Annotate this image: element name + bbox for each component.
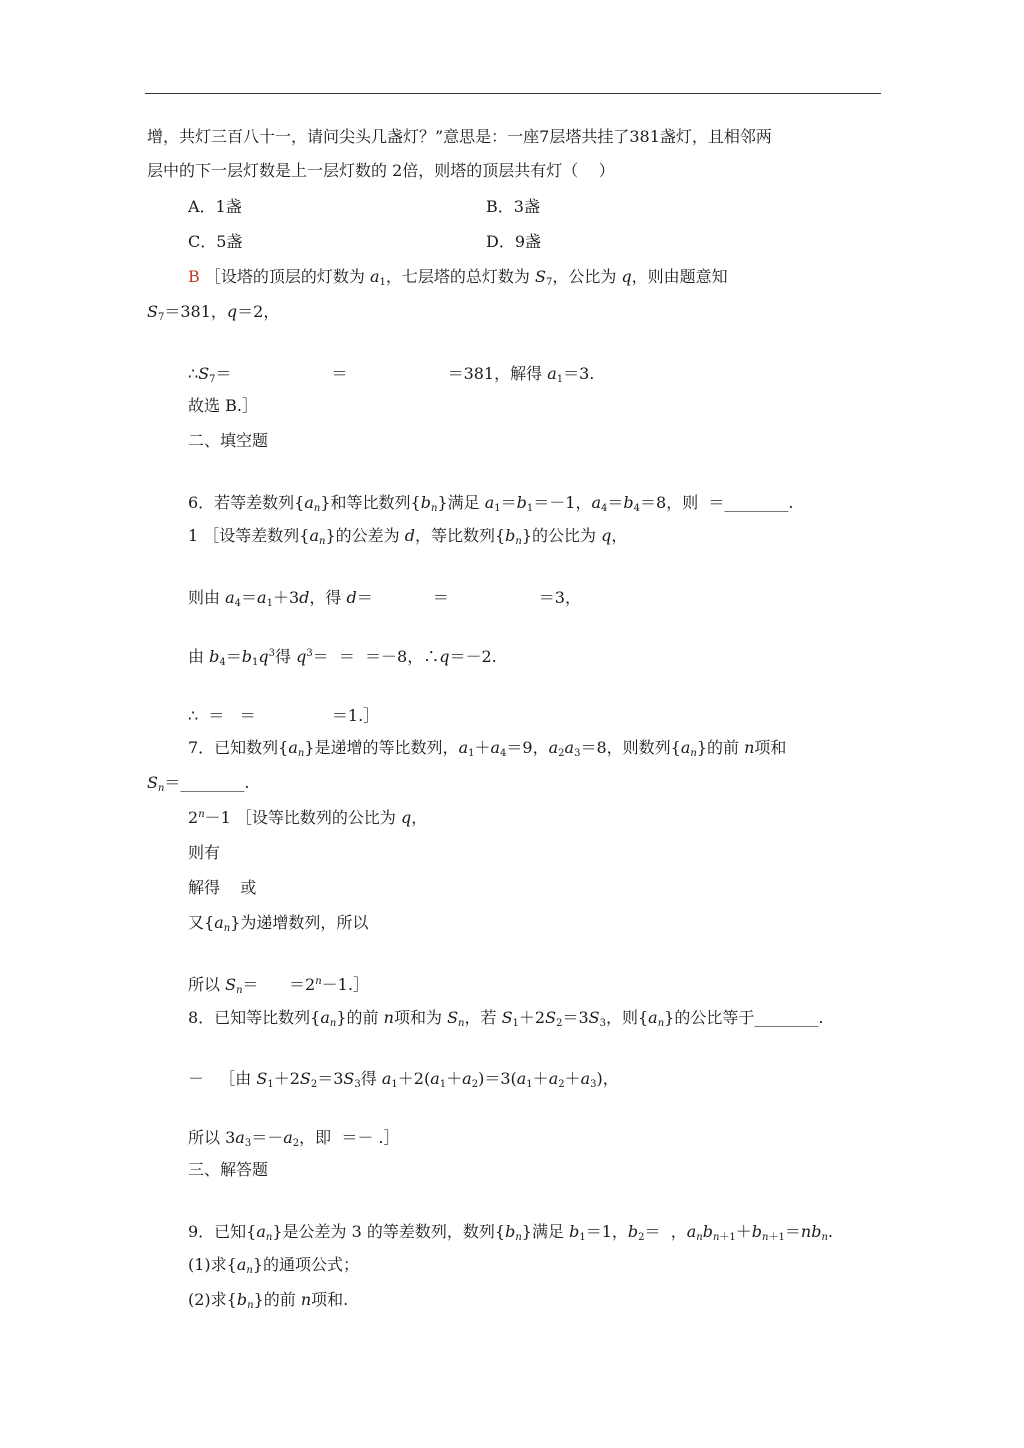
solution-line: ∴ ＝ ＝ ＝1.］ bbox=[188, 706, 380, 725]
solution-line: 又$\{a_n\}$为递增数列，所以 bbox=[188, 913, 369, 934]
solution-line: $\therefore S_7= = =381$，解得 $a_1=3$. bbox=[188, 364, 595, 385]
section-heading: 二、填空题 bbox=[188, 431, 269, 450]
question-7: 7．已知数列$\{a_n\}$是递增的等比数列，$a_1+a_4=9$，$a_2a_3=8$，则数列$\{a_n\}$的前 n项和 bbox=[188, 738, 787, 759]
question-9-part-2: (2)求$\{b_n\}$的前 n项和. bbox=[188, 1290, 349, 1311]
solution-line: 1 ［设等差数列$\{a_n\}$的公差为 d，等比数列$\{b_n\}$的公比为 q， bbox=[188, 526, 628, 547]
option-c: C．5盏 bbox=[188, 232, 243, 251]
question-text-line: 层中的下一层灯数是上一层灯数的 2倍，则塔的顶层共有灯（ ） bbox=[147, 161, 615, 180]
solution-line: 则由 $a_4=a_1+3d$，得 d＝ ＝ ＝3， bbox=[188, 588, 581, 609]
question-7-blank: $S_n=\_\_\_\_\_\_\_\_$. bbox=[147, 773, 250, 794]
option-d: D．9盏 bbox=[486, 232, 542, 251]
question-9: 9．已知$\{a_n\}$是公差为 3 的等差数列，数列$\{b_n\}$满足 $b_1=1$，$b_2=$ ，$a_nb_{n+1}+b_{n+1}=nb_n$. bbox=[188, 1222, 833, 1243]
solution-line: $S_7=381$，q＝2， bbox=[147, 302, 280, 323]
answer-letter: B bbox=[188, 267, 200, 286]
section-heading: 三、解答题 bbox=[188, 1160, 269, 1179]
solution-line: 则有 bbox=[188, 843, 221, 862]
header-rule bbox=[145, 93, 881, 94]
solution-line: B ［设塔的顶层的灯数为 $a_1$，七层塔的总灯数为 $S_7$，公比为 q，则由题意知 bbox=[188, 267, 728, 288]
option-b: B．3盏 bbox=[486, 197, 540, 216]
solution-line: 所以 $3a_3=-a_2$，即 ＝－ .］ bbox=[188, 1128, 400, 1149]
solution-line: － ［由 $S_1+2S_2=3S_3$得 $a_1+2(a_1+a_2)=3(a_1+a_2+a_3)$， bbox=[188, 1069, 619, 1090]
option-a: A．1盏 bbox=[188, 197, 242, 216]
question-6: 6．若等差数列$\{a_n\}$和等比数列$\{b_n\}$满足 $a_1=b_1=-1$，$a_4=b_4=8$，则 ＝________. bbox=[188, 493, 794, 514]
question-9-part-1: (1)求$\{a_n\}$的通项公式； bbox=[188, 1255, 360, 1276]
solution-line: 故选 B.］ bbox=[188, 396, 258, 415]
solution-line: 所以 $S_n=$ $=2^n-1.]$ bbox=[188, 975, 369, 996]
solution-line: 解得 或 bbox=[188, 878, 257, 897]
solution-line: 由 $b_4=b_1q^3$得 $q^3= = =-8$，∴q＝－2. bbox=[188, 647, 497, 668]
question-text-line: 增，共灯三百八十一，请问尖头几盏灯？”意思是：一座7层塔共挂了381盏灯，且相邻两 bbox=[147, 127, 772, 146]
solution-line: $2^n-1$ ［设等比数列的公比为 q， bbox=[188, 808, 428, 827]
question-8: 8．已知等比数列$\{a_n\}$的前 n项和为 $S_n$，若 $S_1+2S_2=3S_3$，则$\{a_n\}$的公比等于________. bbox=[188, 1008, 824, 1029]
